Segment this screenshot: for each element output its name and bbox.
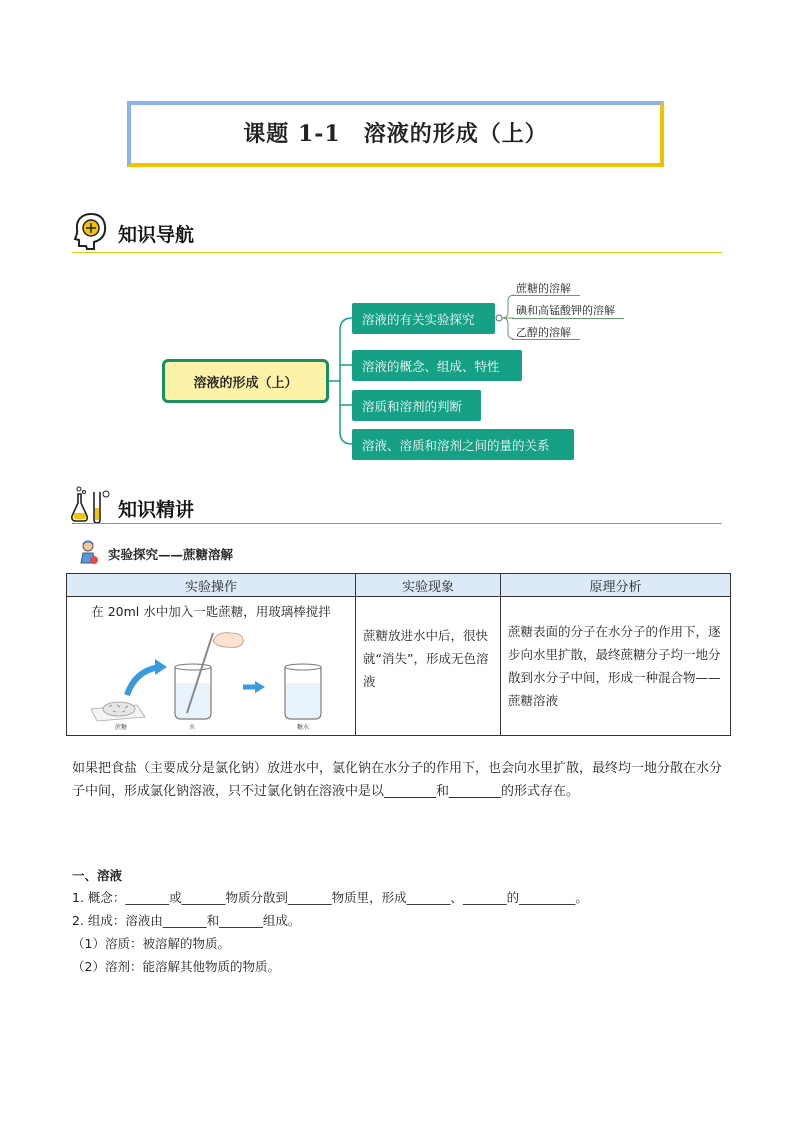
divider [72, 523, 722, 524]
section-title-nav: 知识导航 [118, 224, 195, 246]
table-header: 实验现象 [356, 574, 501, 597]
experiment-illustration [67, 621, 356, 731]
concept-line: 1. 概念：_______或_______物质分散到_______物质里，形成_______、_______的_________。 [72, 890, 588, 905]
section-title-lecture: 知识精讲 [118, 499, 195, 521]
analysis-text: 蔗糖表面的分子在水分子的作用下，逐步向水里扩散，最终蔗糖分子均一地分散到水分子中间，形成一种混合物——蔗糖溶液 [508, 624, 721, 708]
table-row [67, 597, 731, 736]
operation-cell [67, 597, 356, 736]
label-sugar: 蔗糖 [115, 724, 128, 731]
solute-line: （1）溶质：被溶解的物质。 [72, 936, 230, 951]
mindmap-branch-4: 溶液、溶质和溶剂之间的量的关系 [352, 429, 574, 460]
composition-line: 2. 组成：溶液由_______和_______组成。 [72, 913, 301, 928]
mindmap-branch-1: 溶液的有关实验探究 [352, 303, 495, 334]
page-title: 课题 1-1 溶液的形成（上） [243, 121, 548, 147]
flask-icon [70, 486, 112, 524]
analysis-cell [501, 597, 731, 736]
salt-paragraph: 如果把食盐（主要成分是氯化钠）放进水中，氯化钠在水分子的作用下，也会向水里扩散，最终均一地分散在水分子中间，形成氯化钠溶液，只不过氯化钠在溶液中是以________和________的形式存在。 [72, 761, 723, 799]
scientist-icon [76, 539, 100, 565]
section-1-heading: 一、溶液 [72, 868, 123, 883]
leaf-underline [512, 295, 580, 296]
phenomenon-cell [356, 597, 501, 736]
phenomenon-text: 蔗糖放进水中后，很快就“消失”，形成无色溶液 [363, 628, 489, 689]
leaf-underline [512, 339, 580, 340]
solvent-line: （2）溶剂：能溶解其他物质的物质。 [72, 959, 280, 974]
mindmap-branch-3: 溶质和溶剂的判断 [352, 390, 481, 421]
mindmap-branch-2: 溶液的概念、组成、特性 [352, 350, 522, 381]
table-header: 原理分析 [501, 574, 731, 597]
leaf-underline [512, 318, 624, 319]
mindmap-leaf-1: 蔗糖的溶解 [516, 282, 571, 295]
mindmap-root: 溶液的形成（上） [162, 359, 329, 403]
table-header-row [67, 574, 731, 597]
experiment-table [66, 573, 731, 736]
label-sugar-water: 糖水 [297, 724, 310, 731]
mindmap-leaf-2: 碘和高锰酸钾的溶解 [516, 304, 615, 317]
experiment-title: 实验探究——蔗糖溶解 [108, 547, 234, 562]
mindmap-leaf-3: 乙醇的溶解 [516, 326, 571, 339]
operation-text: 在 20ml 水中加入一匙蔗糖，用玻璃棒搅拌 [91, 604, 331, 619]
table-header: 实验操作 [67, 574, 356, 597]
label-water: 水 [189, 724, 196, 731]
